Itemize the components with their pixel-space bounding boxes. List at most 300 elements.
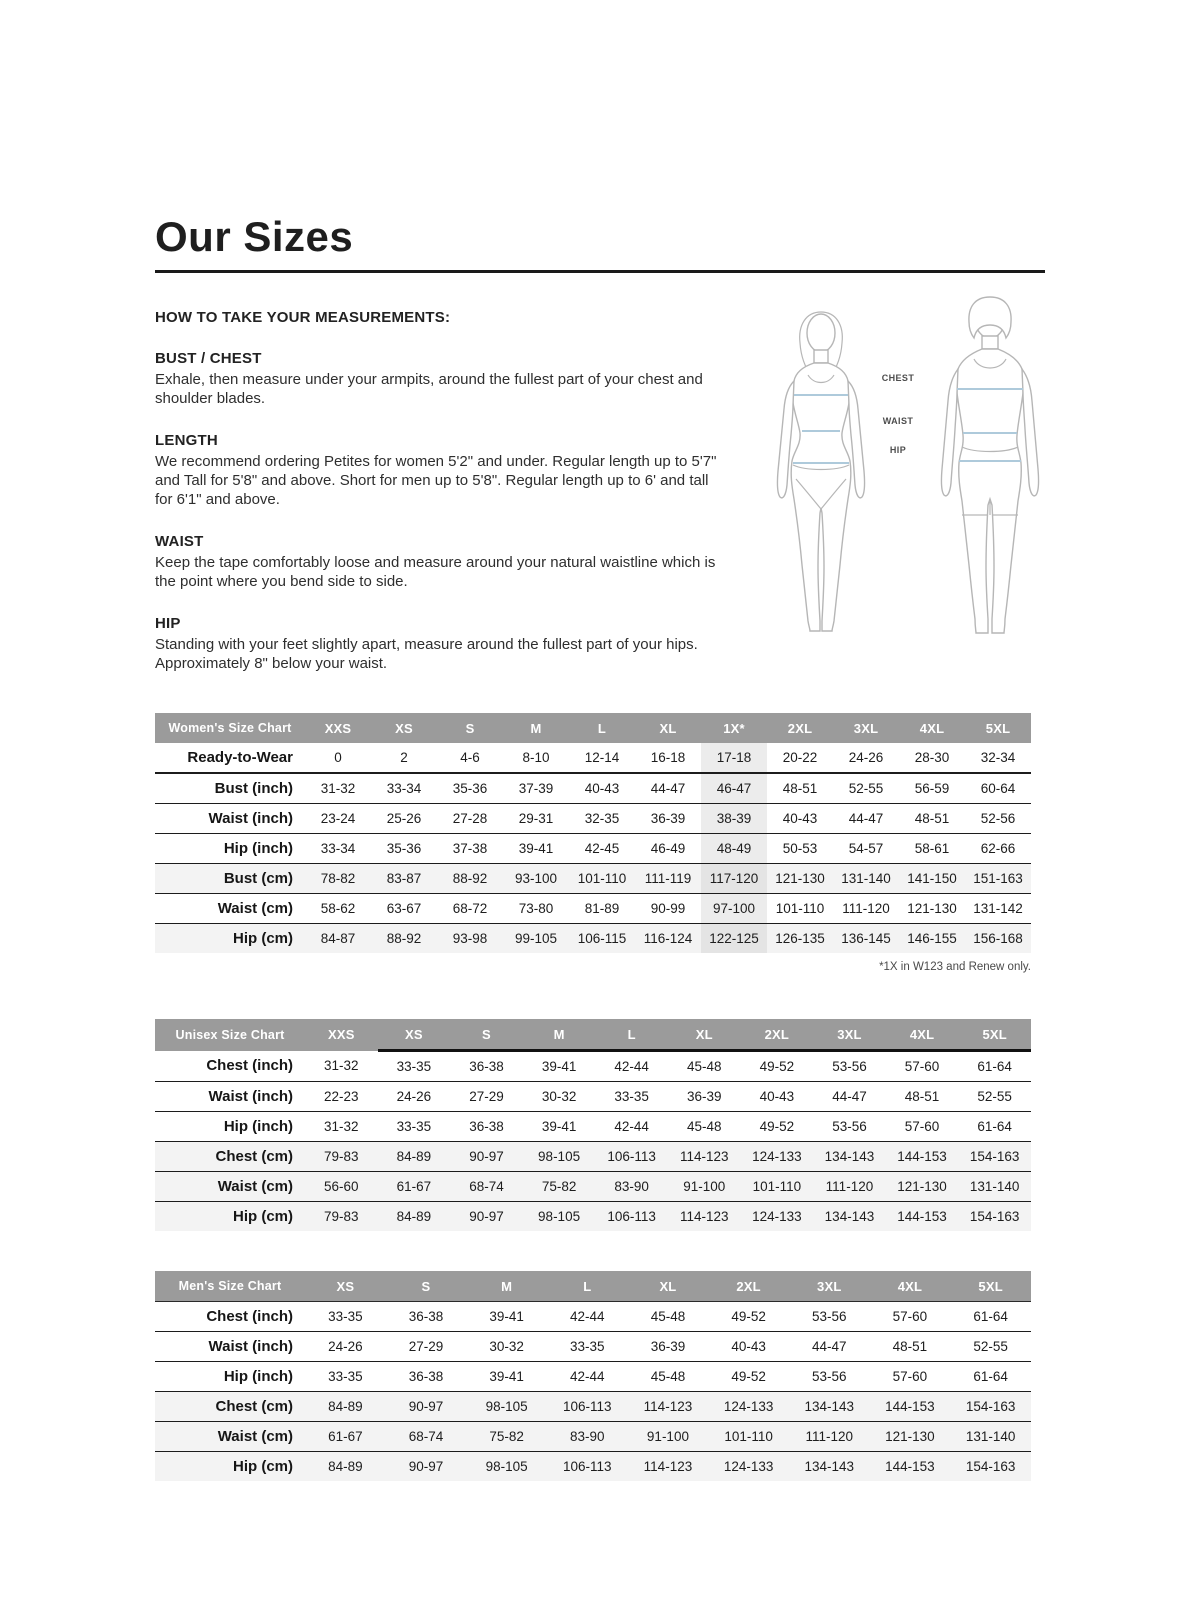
size-cell: 42-45 (569, 834, 635, 864)
size-cell: 39-41 (466, 1362, 547, 1392)
size-cell: 131-140 (833, 864, 899, 894)
size-cell: 40-43 (767, 804, 833, 834)
size-cell: 25-26 (371, 804, 437, 834)
size-column-header: M (503, 713, 569, 743)
size-cell: 45-48 (668, 1051, 741, 1082)
section-heading: WAIST (155, 533, 204, 550)
size-column-header: XS (305, 1271, 386, 1302)
row-label: Hip (cm) (155, 1452, 305, 1482)
row-label: Bust (inch) (155, 773, 305, 804)
size-cell: 49-52 (708, 1362, 789, 1392)
size-cell: 68-72 (437, 894, 503, 924)
size-column-header: S (450, 1019, 523, 1051)
size-cell: 68-74 (450, 1172, 523, 1202)
size-cell: 33-35 (378, 1051, 451, 1082)
size-cell: 134-143 (789, 1452, 870, 1482)
size-cell: 36-38 (386, 1362, 467, 1392)
size-cell: 46-49 (635, 834, 701, 864)
size-cell: 121-130 (899, 894, 965, 924)
size-cell: 42-44 (547, 1362, 628, 1392)
figure-label-hip: HIP (889, 445, 907, 455)
section-body: We recommend ordering Petites for women 5'2" and under. Regular length up to 5'7" and Tall for 5'8" and above. Short for men up to 5'8". Regular length up to 6' and tall for 6'1" and above. (155, 453, 717, 508)
size-cell: 31-32 (305, 773, 371, 804)
row-label: Ready-to-Wear (155, 743, 305, 773)
size-cell: 131-140 (958, 1172, 1031, 1202)
size-cell: 78-82 (305, 864, 371, 894)
size-cell: 122-125 (701, 924, 767, 954)
table-header-row (155, 1019, 1031, 1051)
size-column-header: XS (378, 1019, 451, 1051)
size-cell: 42-44 (595, 1112, 668, 1142)
size-tables (155, 713, 1045, 1481)
size-cell: 111-120 (813, 1172, 886, 1202)
table-header-row (155, 713, 1031, 743)
measurement-section (155, 533, 720, 591)
size-cell: 44-47 (813, 1082, 886, 1112)
row-label: Bust (cm) (155, 864, 305, 894)
size-cell: 121-130 (767, 864, 833, 894)
size-column-header: L (595, 1019, 668, 1051)
size-cell: 106-115 (569, 924, 635, 954)
unisex-size-chart-block (155, 1019, 1045, 1231)
measurement-section (155, 350, 720, 408)
size-cell: 45-48 (628, 1362, 709, 1392)
size-cell: 56-60 (305, 1172, 378, 1202)
size-cell: 33-35 (595, 1082, 668, 1112)
section-heading: LENGTH (155, 432, 218, 449)
row-label: Hip (inch) (155, 834, 305, 864)
table-row (155, 1302, 1031, 1332)
row-label: Waist (inch) (155, 804, 305, 834)
size-guide-page (155, 0, 1045, 1481)
row-label: Hip (cm) (155, 1202, 305, 1232)
size-cell: 49-52 (741, 1112, 814, 1142)
size-cell: 121-130 (886, 1172, 959, 1202)
size-column-header: 5XL (965, 713, 1031, 743)
size-cell: 101-110 (569, 864, 635, 894)
measurement-figures (740, 289, 1070, 649)
table-title: Men's Size Chart (155, 1271, 305, 1302)
row-label: Chest (inch) (155, 1302, 305, 1332)
size-cell: 52-56 (965, 804, 1031, 834)
size-cell: 58-62 (305, 894, 371, 924)
size-cell: 144-153 (886, 1142, 959, 1172)
size-cell: 38-39 (701, 804, 767, 834)
size-cell: 101-110 (767, 894, 833, 924)
size-cell: 114-123 (668, 1202, 741, 1232)
size-cell: 124-133 (741, 1202, 814, 1232)
size-cell: 39-41 (523, 1051, 596, 1082)
size-cell: 45-48 (668, 1112, 741, 1142)
size-cell: 16-18 (635, 743, 701, 773)
table-spacer (155, 1231, 1045, 1271)
size-cell: 53-56 (813, 1051, 886, 1082)
size-cell: 154-163 (958, 1202, 1031, 1232)
size-cell: 39-41 (466, 1302, 547, 1332)
size-cell: 36-38 (386, 1302, 467, 1332)
size-cell: 54-57 (833, 834, 899, 864)
size-cell: 44-47 (789, 1332, 870, 1362)
how-to-heading: HOW TO TAKE YOUR MEASUREMENTS: (155, 309, 451, 326)
size-cell: 32-35 (569, 804, 635, 834)
size-cell: 134-143 (813, 1142, 886, 1172)
size-cell: 37-38 (437, 834, 503, 864)
table-footnote: *1X in W123 and Renew only. (879, 961, 1031, 973)
size-cell: 36-38 (450, 1112, 523, 1142)
table-row (155, 773, 1031, 804)
size-cell: 48-51 (886, 1082, 959, 1112)
size-cell: 83-90 (547, 1422, 628, 1452)
size-column-header: M (466, 1271, 547, 1302)
row-label: Waist (cm) (155, 894, 305, 924)
row-label: Chest (cm) (155, 1392, 305, 1422)
size-cell: 57-60 (886, 1051, 959, 1082)
size-cell: 90-97 (450, 1202, 523, 1232)
size-cell: 146-155 (899, 924, 965, 954)
size-cell: 88-92 (437, 864, 503, 894)
size-cell: 61-64 (958, 1112, 1031, 1142)
size-cell: 144-153 (870, 1392, 951, 1422)
table-row (155, 1202, 1031, 1232)
size-cell: 81-89 (569, 894, 635, 924)
size-column-header: XL (628, 1271, 709, 1302)
size-cell: 50-53 (767, 834, 833, 864)
size-cell: 134-143 (813, 1202, 886, 1232)
size-cell: 124-133 (708, 1452, 789, 1482)
section-body: Exhale, then measure under your armpits, around the fullest part of your chest and shoulder blades. (155, 371, 703, 407)
size-cell: 42-44 (595, 1051, 668, 1082)
size-column-header: 2XL (767, 713, 833, 743)
size-cell: 97-100 (701, 894, 767, 924)
size-cell: 106-113 (547, 1392, 628, 1422)
row-label: Waist (cm) (155, 1172, 305, 1202)
size-column-header: XXS (305, 1019, 378, 1051)
table-header-row (155, 1271, 1031, 1302)
size-cell: 20-22 (767, 743, 833, 773)
table-title: Women's Size Chart (155, 713, 305, 743)
size-column-header: 1X* (701, 713, 767, 743)
size-cell: 28-30 (899, 743, 965, 773)
size-cell: 84-89 (305, 1392, 386, 1422)
size-column-header: 4XL (899, 713, 965, 743)
size-cell: 144-153 (870, 1452, 951, 1482)
size-cell: 117-120 (701, 864, 767, 894)
size-cell: 116-124 (635, 924, 701, 954)
size-cell: 90-97 (386, 1392, 467, 1422)
table-row (155, 1392, 1031, 1422)
size-cell: 22-23 (305, 1082, 378, 1112)
size-cell: 134-143 (789, 1392, 870, 1422)
size-cell: 12-14 (569, 743, 635, 773)
man-figure-illustration (920, 289, 1060, 641)
size-cell: 131-142 (965, 894, 1031, 924)
size-cell: 29-31 (503, 804, 569, 834)
size-cell: 154-163 (950, 1452, 1031, 1482)
size-cell: 53-56 (813, 1112, 886, 1142)
size-cell: 75-82 (523, 1172, 596, 1202)
size-cell: 0 (305, 743, 371, 773)
size-cell: 111-120 (789, 1422, 870, 1452)
size-cell: 30-32 (466, 1332, 547, 1362)
table-title: Unisex Size Chart (155, 1019, 305, 1051)
size-cell: 106-113 (547, 1452, 628, 1482)
size-cell: 8-10 (503, 743, 569, 773)
size-cell: 48-51 (870, 1332, 951, 1362)
size-cell: 106-113 (595, 1142, 668, 1172)
size-cell: 52-55 (950, 1332, 1031, 1362)
table-row (155, 743, 1031, 773)
size-cell: 27-29 (386, 1332, 467, 1362)
size-cell: 35-36 (437, 773, 503, 804)
size-cell: 44-47 (635, 773, 701, 804)
size-cell: 156-168 (965, 924, 1031, 954)
row-label: Hip (inch) (155, 1112, 305, 1142)
size-cell: 84-89 (305, 1452, 386, 1482)
size-column-header: 4XL (870, 1271, 951, 1302)
table-row (155, 1172, 1031, 1202)
size-cell: 84-89 (378, 1202, 451, 1232)
size-cell: 49-52 (741, 1051, 814, 1082)
size-cell: 56-59 (899, 773, 965, 804)
size-column-header: 4XL (886, 1019, 959, 1051)
size-cell: 98-105 (523, 1142, 596, 1172)
size-cell: 33-35 (547, 1332, 628, 1362)
size-cell: 60-64 (965, 773, 1031, 804)
section-heading: BUST / CHEST (155, 350, 262, 367)
page-title: Our Sizes (155, 213, 354, 260)
row-label: Chest (inch) (155, 1051, 305, 1082)
size-cell: 61-64 (950, 1302, 1031, 1332)
size-cell: 57-60 (870, 1362, 951, 1392)
size-cell: 136-145 (833, 924, 899, 954)
size-cell: 40-43 (569, 773, 635, 804)
size-cell: 33-34 (305, 834, 371, 864)
size-column-header: 3XL (789, 1271, 870, 1302)
size-cell: 141-150 (899, 864, 965, 894)
size-cell: 33-35 (305, 1362, 386, 1392)
size-cell: 52-55 (833, 773, 899, 804)
size-cell: 48-49 (701, 834, 767, 864)
size-cell: 61-67 (305, 1422, 386, 1452)
size-cell: 33-35 (378, 1112, 451, 1142)
size-cell: 48-51 (899, 804, 965, 834)
size-cell: 4-6 (437, 743, 503, 773)
size-cell: 111-120 (833, 894, 899, 924)
size-cell: 53-56 (789, 1362, 870, 1392)
size-cell: 98-105 (523, 1202, 596, 1232)
table-row (155, 804, 1031, 834)
size-column-header: 3XL (833, 713, 899, 743)
womens-size-chart (155, 713, 1031, 953)
size-cell: 126-135 (767, 924, 833, 954)
size-cell: 90-99 (635, 894, 701, 924)
figure-label-chest: CHEST (881, 373, 915, 383)
size-cell: 24-26 (833, 743, 899, 773)
table-row (155, 1362, 1031, 1392)
size-cell: 111-119 (635, 864, 701, 894)
section-heading: HIP (155, 615, 181, 632)
size-cell: 2 (371, 743, 437, 773)
size-cell: 23-24 (305, 804, 371, 834)
size-cell: 52-55 (958, 1082, 1031, 1112)
title-divider (155, 270, 1045, 273)
size-cell: 154-163 (950, 1392, 1031, 1422)
size-cell: 27-29 (450, 1082, 523, 1112)
size-cell: 93-100 (503, 864, 569, 894)
size-cell: 49-52 (708, 1302, 789, 1332)
size-cell: 99-105 (503, 924, 569, 954)
row-label: Hip (inch) (155, 1362, 305, 1392)
size-cell: 61-67 (378, 1172, 451, 1202)
size-cell: 45-48 (628, 1302, 709, 1332)
size-cell: 36-39 (628, 1332, 709, 1362)
size-column-header: S (437, 713, 503, 743)
size-cell: 44-47 (833, 804, 899, 834)
table-row (155, 1422, 1031, 1452)
size-cell: 79-83 (305, 1142, 378, 1172)
size-cell: 31-32 (305, 1051, 378, 1082)
size-cell: 61-64 (950, 1362, 1031, 1392)
size-cell: 84-89 (378, 1142, 451, 1172)
size-cell: 93-98 (437, 924, 503, 954)
size-cell: 57-60 (870, 1302, 951, 1332)
size-cell: 37-39 (503, 773, 569, 804)
section-body: Keep the tape comfortably loose and measure around your natural waistline which is the point where you bend side to side. (155, 554, 716, 590)
size-cell: 84-87 (305, 924, 371, 954)
size-cell: 40-43 (708, 1332, 789, 1362)
size-column-header: 2XL (741, 1019, 814, 1051)
size-cell: 36-39 (668, 1082, 741, 1112)
size-cell: 83-90 (595, 1172, 668, 1202)
size-cell: 62-66 (965, 834, 1031, 864)
size-cell: 33-34 (371, 773, 437, 804)
size-cell: 79-83 (305, 1202, 378, 1232)
size-cell: 151-163 (965, 864, 1031, 894)
measurement-sections (155, 350, 720, 673)
size-cell: 106-113 (595, 1202, 668, 1232)
woman-figure-illustration (756, 303, 886, 633)
size-column-header: XS (371, 713, 437, 743)
size-column-header: M (523, 1019, 596, 1051)
size-column-header: XXS (305, 713, 371, 743)
row-label: Waist (inch) (155, 1082, 305, 1112)
table-row (155, 924, 1031, 954)
size-cell: 39-41 (523, 1112, 596, 1142)
size-column-header: XL (668, 1019, 741, 1051)
size-cell: 114-123 (628, 1392, 709, 1422)
size-cell: 75-82 (466, 1422, 547, 1452)
size-cell: 33-35 (305, 1302, 386, 1332)
table-spacer (155, 973, 1045, 1019)
table-row (155, 864, 1031, 894)
row-label: Waist (inch) (155, 1332, 305, 1362)
size-cell: 27-28 (437, 804, 503, 834)
size-cell: 124-133 (741, 1142, 814, 1172)
size-cell: 40-43 (741, 1082, 814, 1112)
womens-size-chart-block (155, 713, 1045, 973)
size-cell: 121-130 (870, 1422, 951, 1452)
size-cell: 91-100 (668, 1172, 741, 1202)
size-cell: 30-32 (523, 1082, 596, 1112)
size-cell: 57-60 (886, 1112, 959, 1142)
size-cell: 36-38 (450, 1051, 523, 1082)
mens-size-chart-block (155, 1271, 1045, 1481)
figure-label-waist: WAIST (882, 416, 914, 426)
size-cell: 68-74 (386, 1422, 467, 1452)
unisex-size-chart (155, 1019, 1031, 1231)
table-row (155, 1112, 1031, 1142)
row-label: Waist (cm) (155, 1422, 305, 1452)
size-cell: 53-56 (789, 1302, 870, 1332)
size-cell: 36-39 (635, 804, 701, 834)
size-column-header: 3XL (813, 1019, 886, 1051)
size-cell: 90-97 (450, 1142, 523, 1172)
size-column-header: 5XL (950, 1271, 1031, 1302)
size-cell: 35-36 (371, 834, 437, 864)
size-column-header: L (547, 1271, 628, 1302)
table-row (155, 1142, 1031, 1172)
size-cell: 83-87 (371, 864, 437, 894)
size-cell: 63-67 (371, 894, 437, 924)
size-column-header: L (569, 713, 635, 743)
size-cell: 98-105 (466, 1452, 547, 1482)
measurement-section (155, 615, 720, 673)
table-row (155, 834, 1031, 864)
size-cell: 101-110 (741, 1172, 814, 1202)
size-column-header: 5XL (958, 1019, 1031, 1051)
size-column-header: XL (635, 713, 701, 743)
measurement-instructions (155, 309, 720, 673)
table-row (155, 1452, 1031, 1482)
table-row (155, 894, 1031, 924)
table-row (155, 1051, 1031, 1082)
size-cell: 98-105 (466, 1392, 547, 1422)
measurement-intro (155, 309, 1045, 673)
table-row (155, 1332, 1031, 1362)
size-cell: 144-153 (886, 1202, 959, 1232)
size-column-header: S (386, 1271, 467, 1302)
size-cell: 48-51 (767, 773, 833, 804)
size-cell: 88-92 (371, 924, 437, 954)
size-cell: 39-41 (503, 834, 569, 864)
size-cell: 32-34 (965, 743, 1031, 773)
size-cell: 24-26 (378, 1082, 451, 1112)
mens-size-chart (155, 1271, 1031, 1481)
size-column-header: 2XL (708, 1271, 789, 1302)
size-cell: 91-100 (628, 1422, 709, 1452)
size-cell: 90-97 (386, 1452, 467, 1482)
size-cell: 46-47 (701, 773, 767, 804)
section-body: Standing with your feet slightly apart, measure around the fullest part of your hips. Approximately 8" below your waist. (155, 636, 698, 672)
size-cell: 154-163 (958, 1142, 1031, 1172)
size-cell: 58-61 (899, 834, 965, 864)
size-cell: 17-18 (701, 743, 767, 773)
size-cell: 31-32 (305, 1112, 378, 1142)
size-cell: 24-26 (305, 1332, 386, 1362)
row-label: Chest (cm) (155, 1142, 305, 1172)
table-row (155, 1082, 1031, 1112)
size-cell: 124-133 (708, 1392, 789, 1422)
size-cell: 114-123 (668, 1142, 741, 1172)
size-cell: 61-64 (958, 1051, 1031, 1082)
size-cell: 131-140 (950, 1422, 1031, 1452)
measurement-section (155, 432, 720, 509)
row-label: Hip (cm) (155, 924, 305, 954)
size-cell: 114-123 (628, 1452, 709, 1482)
size-cell: 42-44 (547, 1302, 628, 1332)
size-cell: 73-80 (503, 894, 569, 924)
size-cell: 101-110 (708, 1422, 789, 1452)
